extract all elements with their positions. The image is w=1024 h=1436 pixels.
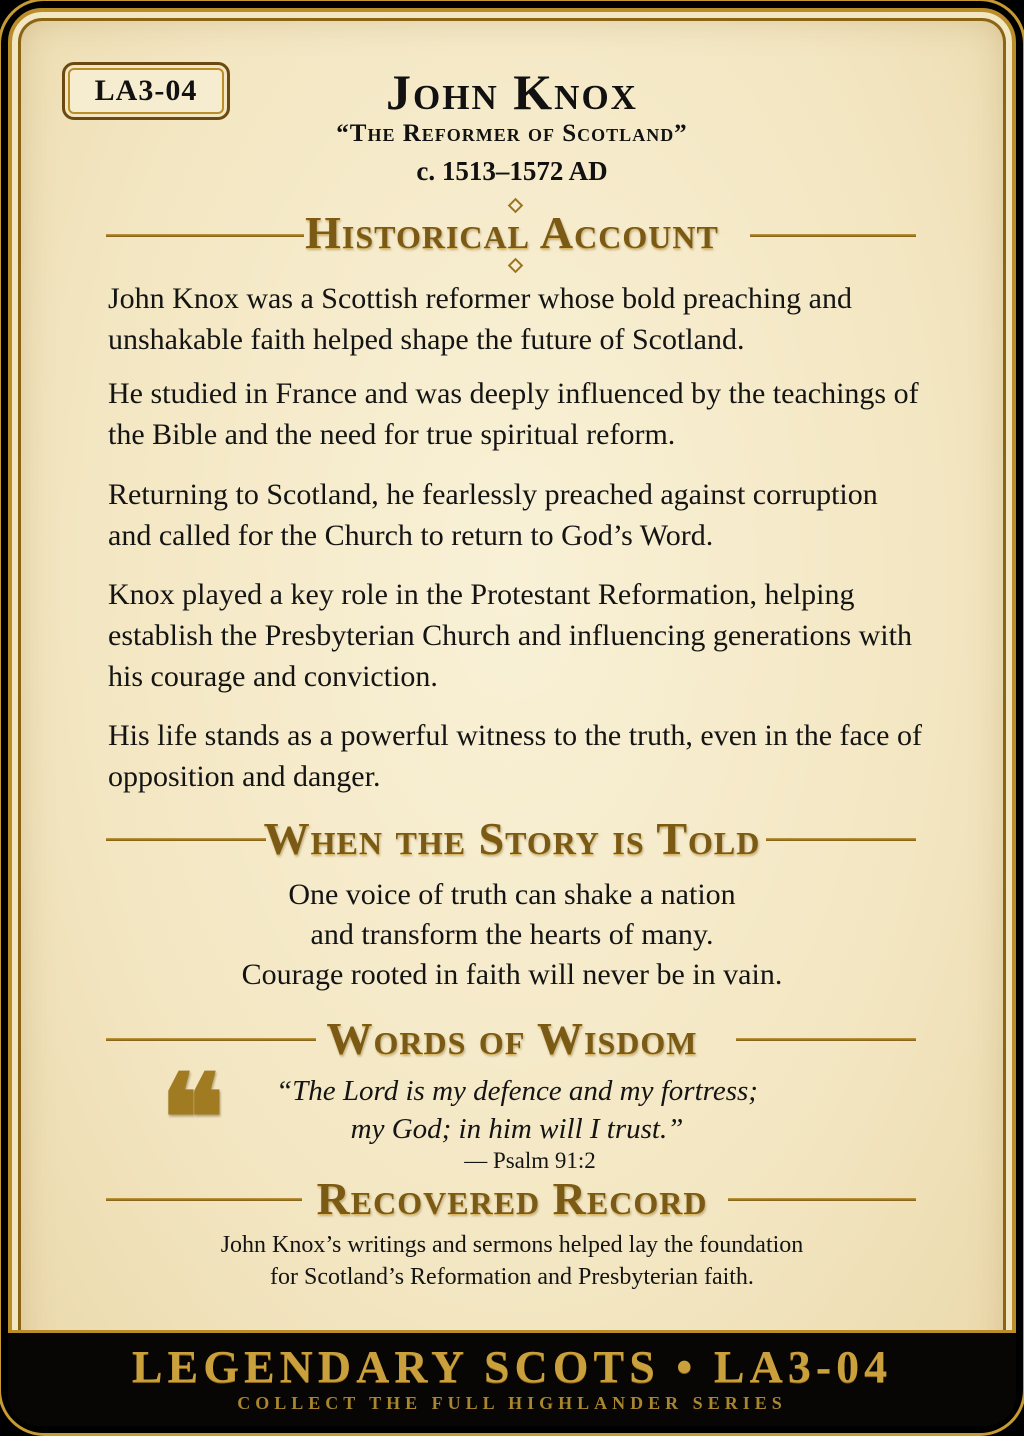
quote-mark-icon: ❝ <box>160 1053 225 1186</box>
story-line: Courage rooted in faith will never be in vain. <box>241 958 783 991</box>
story-line: and transform the hearts of many. <box>310 918 714 951</box>
section-heading-wisdom: Words of Wisdom <box>326 1013 698 1064</box>
quote-citation: — Psalm 91:2 <box>464 1148 596 1173</box>
story-line: One voice of truth can shake a nation <box>288 878 736 911</box>
card-epithet: “The Reformer of Scotland” <box>336 120 688 147</box>
section-heading-story: When the Story is Told <box>263 813 761 864</box>
card-code-badge: LA3-04 <box>62 62 230 120</box>
record-line: John Knox’s writings and sermons helped lay the foundation <box>220 1232 804 1258</box>
historical-paragraph: He studied in France and was deeply influenced by the teachings of the Bible and the need for true spiritual reform. <box>108 377 919 451</box>
historical-paragraph: Knox played a key role in the Protestant Reformation, helping establish the Presbyterian Church and influencing generations with his courage and conviction. <box>108 578 912 693</box>
footer-tagline: COLLECT THE FULL HIGHLANDER SERIES <box>237 1393 787 1413</box>
card-dates: c. 1513–1572 AD <box>416 156 608 186</box>
section-heading-historical: Historical Account <box>305 207 719 258</box>
historical-paragraph: John Knox was a Scottish reformer whose bold preaching and unshakable faith helped shape the future of Scotland. <box>108 282 852 356</box>
card-title: John Knox <box>386 64 638 120</box>
historical-paragraph: His life stands as a powerful witness to the truth, even in the face of opposition and danger. <box>108 719 922 793</box>
footer-series-title: LEGENDARY SCOTS • LA3-04 <box>131 1341 893 1392</box>
section-heading-record: Recovered Record <box>316 1173 708 1224</box>
historical-paragraph: Returning to Scotland, he fearlessly preached against corruption and called for the Church to return to God’s Word. <box>108 478 878 552</box>
quote-line: my God; in him will I trust.” <box>350 1113 684 1145</box>
quote-line: “The Lord is my defence and my fortress; <box>276 1075 758 1107</box>
record-line: for Scotland’s Reformation and Presbyterian faith. <box>270 1264 754 1290</box>
